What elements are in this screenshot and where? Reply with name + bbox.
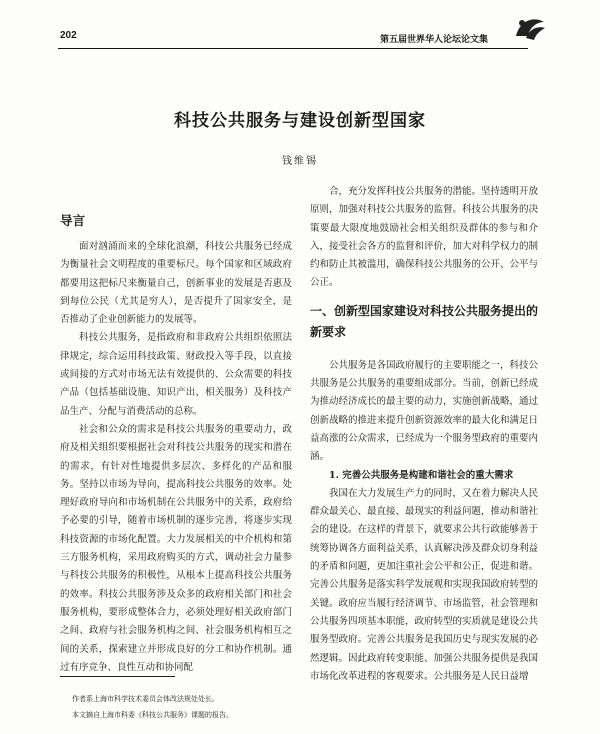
footnote-rule	[60, 676, 175, 677]
body-paragraph: 科技公共服务，是指政府和非政府公共组织依照法律规定，综合运用科技政策、财政投入等手段，以直接或间接的方式对市场无法有效提供的、公众需要的科技产品（包括基础设施、知识产出、相关服务）及科技产品生产、分配与消费活动的总称。	[60, 332, 292, 417]
left-column	[60, 199, 292, 677]
author-name: 钱维锡	[282, 156, 318, 167]
paper-title: 科技公共服务与建设创新型国家	[174, 111, 426, 131]
page-number: 202	[60, 30, 77, 41]
header-rule	[58, 48, 528, 49]
intro-heading: 导言	[60, 213, 86, 228]
right-column	[310, 183, 538, 686]
subsection-heading: 1. 完善公共服务是构建和谐社会的重大需求	[329, 469, 514, 481]
body-paragraph: 公共服务是各国政府履行的主要职能之一，科技公共服务是公共服务的重要组成部分。当前，创新已经成为推动经济成长的最主要的动力，实施创新战略，通过创新战略的推进来提升创新资源效率的最大化和满足日益高涨的公众需求，已经成为一个服务型政府的重要内涵。	[310, 359, 539, 463]
footnote: 作者系上海市科学技术委员会体改法规处处长。	[72, 695, 219, 703]
body-paragraph: 面对汹涌而来的全球化浪潮，科技公共服务已经成为衡量社会文明程度的重要标尺。每个国家和区域政府都要用这把标尺来衡量自己，创新事业的发展是否惠及到每位公民（尤其是穷人），是否提升了国家安全，是否推动了企业创新能力的发展等。	[60, 241, 292, 326]
body-paragraph: 合，充分发挥科技公共服务的潜能。坚持透明开放原则，加强对科技公共服务的监督。科技公共服务的决策要最大限度地鼓励社会相关组织及群体的参与和介入，接受社会各方的监督和评价，加大对科学权力的制约和防止其被滥用，确保科技公共服务的公开、公平与公正。	[310, 186, 539, 289]
page-header	[0, 0, 600, 52]
section-heading: 一、创新型国家建设对科技公共服务提出的新要求	[310, 303, 539, 339]
footnote: 本文摘自上海市科委《科技公共服务》课题的报告。	[72, 711, 233, 719]
conference-title: 第五届世界华人论坛论文集	[379, 35, 488, 45]
body-paragraph: 我国在大力发展生产力的同时，又在着力解决人民群众最关心、最直接、最现实的利益问题，推动和谐社会的建设。在这样的背景下，就要求公共行政能够善于统筹协调各方面利益关系，认真解决涉及群众切身利益的矛盾和问题，更加注重社会公平和公正，促进和谐。完善公共服务是落实科学发展观和实现我国政府转型的关键。政府应当履行经济调节、市场监管，社会管理和公共服务四项基本职能，政府转型的实质就是建设公共服务型政府。完善公共服务是我国历史与现实发展的必然逻辑。因此政府转变职能、加强公共服务提供是我国市场化改革进程的客观要求。公共服务是人民日益增	[310, 487, 539, 682]
conference-logo-icon	[512, 14, 548, 42]
body-paragraph: 社会和公众的需求是科技公共服务的重要动力，政府及相关组织要根据社会对科技公共服务的现实和潜在的需求，有针对性地提供多层次、多样化的产品和服务。坚持以市场为导向，提高科技公共服务的效率。处理好政府导向和市场机制在公共服务中的关系，政府给予必要的引导，随着市场机制的逐步完善，将逐步实现科技资源的市场化配置。大力发展相关的中介机构和第三方服务机构，采用政府购买的方式，调动社会力量参与科技公共服务的积极性，从根本上提高科技公共服务的效率。科技公共服务涉及众多的政府相关部门和社会服务机构，要形成整体合力，必须处理好相关政府部门之间、政府与社会服务机构之间、社会服务机构相互之间的关系，探索建立并形成良好的分工和协作机制。通过有序竞争、良性互动和协同配	[60, 423, 292, 673]
